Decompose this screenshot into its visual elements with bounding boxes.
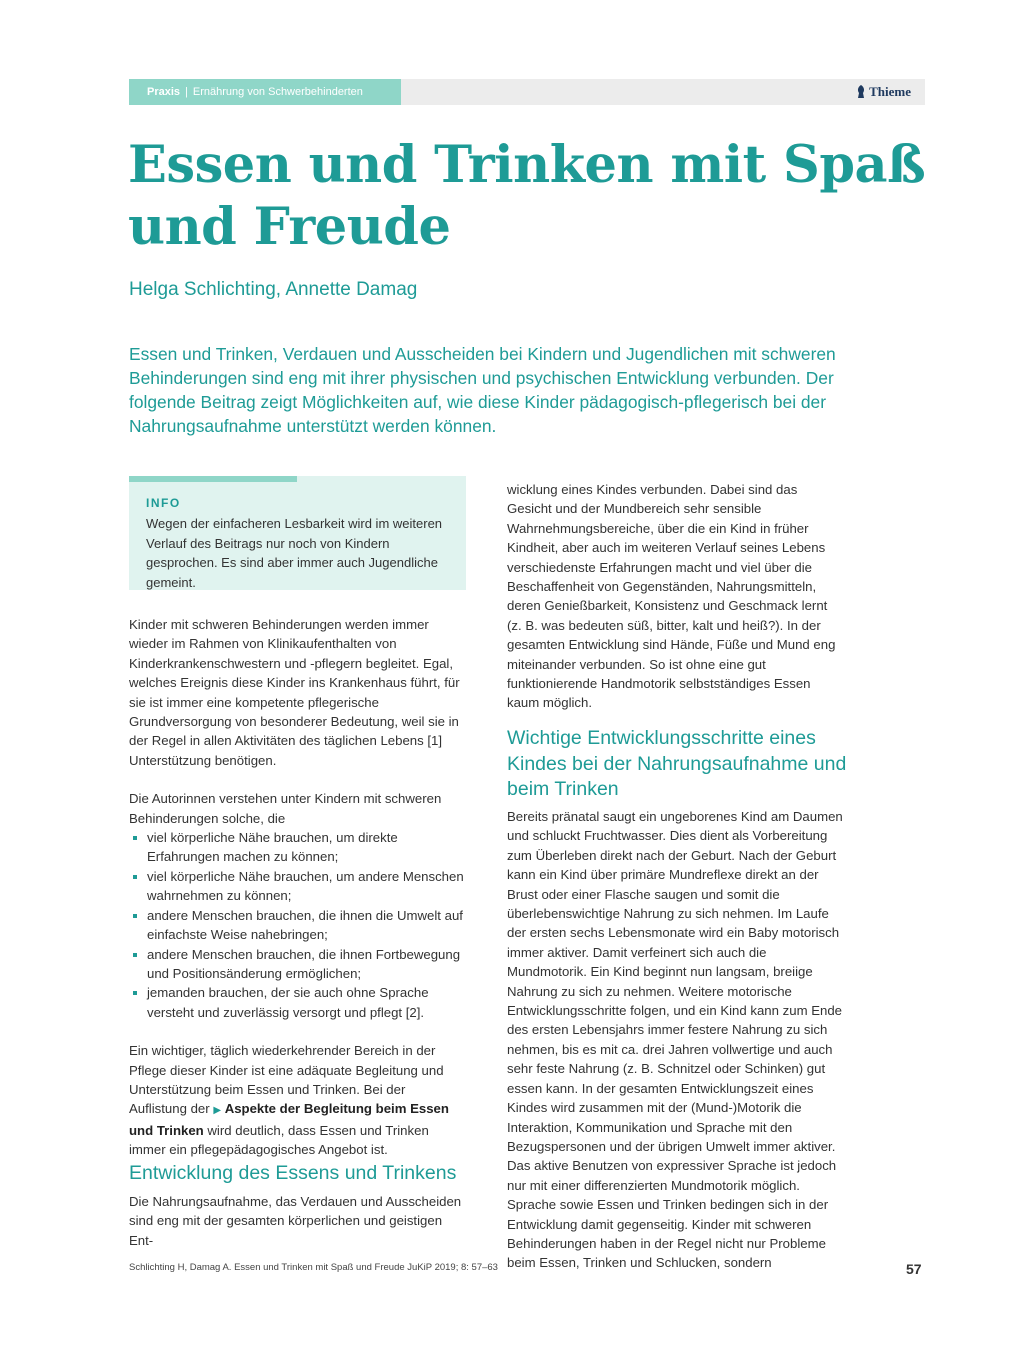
section-separator: | xyxy=(185,86,188,98)
body-paragraph: Bereits pränatal saugt ein ungeborenes Kind am Daumen und schluckt Fruchtwasser. Dies dient als Vorbereitung zum Überleben direkt nach der Geburt. Nach der Geburt kann ein Kind über primäre Mundreflexe direkt an der Brust oder einer Flasche saugen und somit die überlebenswichtige Nahrung zu sich nehmen. Im Laufe der ersten sechs Lebensmonate wird ein Baby motorisch immer aktiver. Damit verfeinert sich auch die Mundmotorik. Ein Kind beginnt nun langsam, breiige Nahrung zu sich zu nehmen. Weitere motorische Entwicklungsschritte folgen, und ein Kind kann zum Ende des ersten Lebensjahrs immer festere Nahrung zu sich nehmen, bis es mit ca. drei Jahren vollwertige und auch sehr feste Nahrung (z. B. Schnitzel oder Schinken) gut essen kann. In der gesamten Entwicklungszeit eines Kindes wird zusammen mit der (Mund-)Motorik die Interaktion, Kommunikation und Sprache mit den Bezugspersonen und der übrigen Umwelt immer aktiver. Das aktive Benutzen von expressiver Sprache ist jedoch nur mit einer differenzierten Mundmotorik möglich. Sprache sowie Essen und Trinken bedingen sich in der Entwicklung damit gegenseitig. Kinder mit schweren Behinderungen haben in der Regel nicht nur Probleme beim Essen, Trinken und Schlucken, sondern xyxy=(507,809,843,1271)
list-item: andere Menschen brauchen, die ihnen die Umwelt auf einfachste Weise nahebringen; xyxy=(129,906,466,945)
info-box-label: INFO xyxy=(146,496,181,510)
info-box-accent-bar xyxy=(129,476,297,482)
list-item: jemanden brauchen, der sie auch ohne Sprache versteht und zuverlässig versorgt und pflegt [2]. xyxy=(129,983,466,1022)
body-paragraph: Die Nahrungsaufnahme, das Verdauen und Ausscheiden sind eng mit der gesamten körperlichen und geistigen Ent- xyxy=(129,1194,462,1248)
article-abstract: Essen und Trinken, Verdauen und Ausscheiden bei Kindern und Jugendlichen mit schweren Behinderungen sind eng mit ihrer physischen und psychischen Entwicklung verbunden. Der folgende Beitrag zeigt Möglichkeiten auf, wie diese Kinder pädagogisch-pflegerisch bei der Nahrungsaufnahme unterstützt werden können. xyxy=(129,344,836,436)
page-number: 57 xyxy=(906,1261,922,1277)
left-column-bottom xyxy=(129,1192,466,1250)
section-heading: Wichtige Entwicklungsschritte eines Kindes bei der Nahrungsaufnahme und beim Trinken xyxy=(507,727,847,800)
footer-citation: Schlichting H, Damag A. Essen und Trinken mit Spaß und Freude JuKiP 2019; 8: 57–63 xyxy=(129,1262,498,1273)
left-column-top xyxy=(129,615,466,1160)
definition-list xyxy=(129,828,466,1022)
list-item: viel körperliche Nähe brauchen, um andere Menschen wahrnehmen zu können; xyxy=(129,867,466,906)
list-item: andere Menschen brauchen, die ihnen Fortbewegung und Positionsänderung ermöglichen; xyxy=(129,945,466,984)
section-heading: Entwicklung des Essens und Trinkens xyxy=(129,1162,457,1184)
info-box-text: Wegen der einfacheren Lesbarkeit wird im weiteren Verlauf des Beitrags nur noch von Kindern gesprochen. Es sind aber immer auch Jugendliche gemeint. xyxy=(146,516,443,590)
right-column-top xyxy=(507,480,844,713)
bullet-icon xyxy=(133,836,137,840)
header-band xyxy=(129,79,925,105)
bullet-icon xyxy=(133,953,137,957)
info-box xyxy=(129,476,466,590)
publisher-name: Thieme xyxy=(869,84,911,99)
topic-label: Ernährung von Schwerbehinderten xyxy=(192,86,363,98)
thieme-logo-icon xyxy=(856,85,866,98)
body-paragraph: Ein wichtiger, täglich wiederkehrender Bereich in der Pflege dieser Kinder ist eine adäquate Begleitung und Unterstützung beim Essen und Trinken. Bei der Auflistung der ▶ Aspekte der Begleitung beim Essen und Trinken wird deutlich, dass Essen und Trinken immer ein pflegepädagogisches Angebot ist. xyxy=(129,1043,449,1158)
cross-reference-arrow-icon: ▶ xyxy=(213,1105,222,1117)
right-column-bottom xyxy=(507,807,844,1273)
bullet-icon xyxy=(133,914,137,918)
section-tab xyxy=(129,79,401,105)
list-item: viel körperliche Nähe brauchen, um direkte Erfahrungen machen zu können; xyxy=(129,828,466,867)
body-paragraph: Die Autorinnen verstehen unter Kindern mit schweren Behinderungen solche, die xyxy=(129,791,442,826)
cross-reference-link[interactable]: Aspekte der Begleitung beim Essen und Trinken xyxy=(129,1101,449,1138)
article-authors: Helga Schlichting, Annette Damag xyxy=(129,279,418,300)
body-paragraph: Kinder mit schweren Behinderungen werden immer wieder im Rahmen von Klinikaufenthalten von Kinderkrankenschwestern und -pflegern begleitet. Egal, welches Ereignis diese Kinder ins Krankenhaus führt, für sie ist immer eine kompetente pflegerische Grundversorgung von besonderer Bedeutung, weil sie in der Regel in allen Aktivitäten des täglichen Lebens [1] Unterstützung benötigen. xyxy=(129,617,460,768)
bullet-icon xyxy=(133,875,137,879)
bullet-icon xyxy=(133,991,137,995)
publisher-logo xyxy=(856,79,911,105)
section-label: Praxis xyxy=(147,86,181,98)
article-title: Essen und Trinken mit Spaß und Freude xyxy=(128,135,926,257)
body-paragraph: wicklung eines Kindes verbunden. Dabei sind das Gesicht und der Mundbereich sehr sensible Wahrnehmungsbereiche, über die ein Kind in früher Kindheit, aber auch im weiteren Verlauf seines Lebens verschiedenste Erfahrungen macht und viel über die Beschaffenheit von Gegenständen, Nahrungsmitteln, deren Genießbarkeit, Konsistenz und Geschmack lernt (z. B. was bedeuten süß, bitter, kalt und heiß?). In der gesamten Entwicklung sind Hände, Füße und Mund eng miteinander verbunden. So ist ohne eine gut funktionierende Handmotorik selbstständiges Essen kaum möglich. xyxy=(507,482,836,711)
